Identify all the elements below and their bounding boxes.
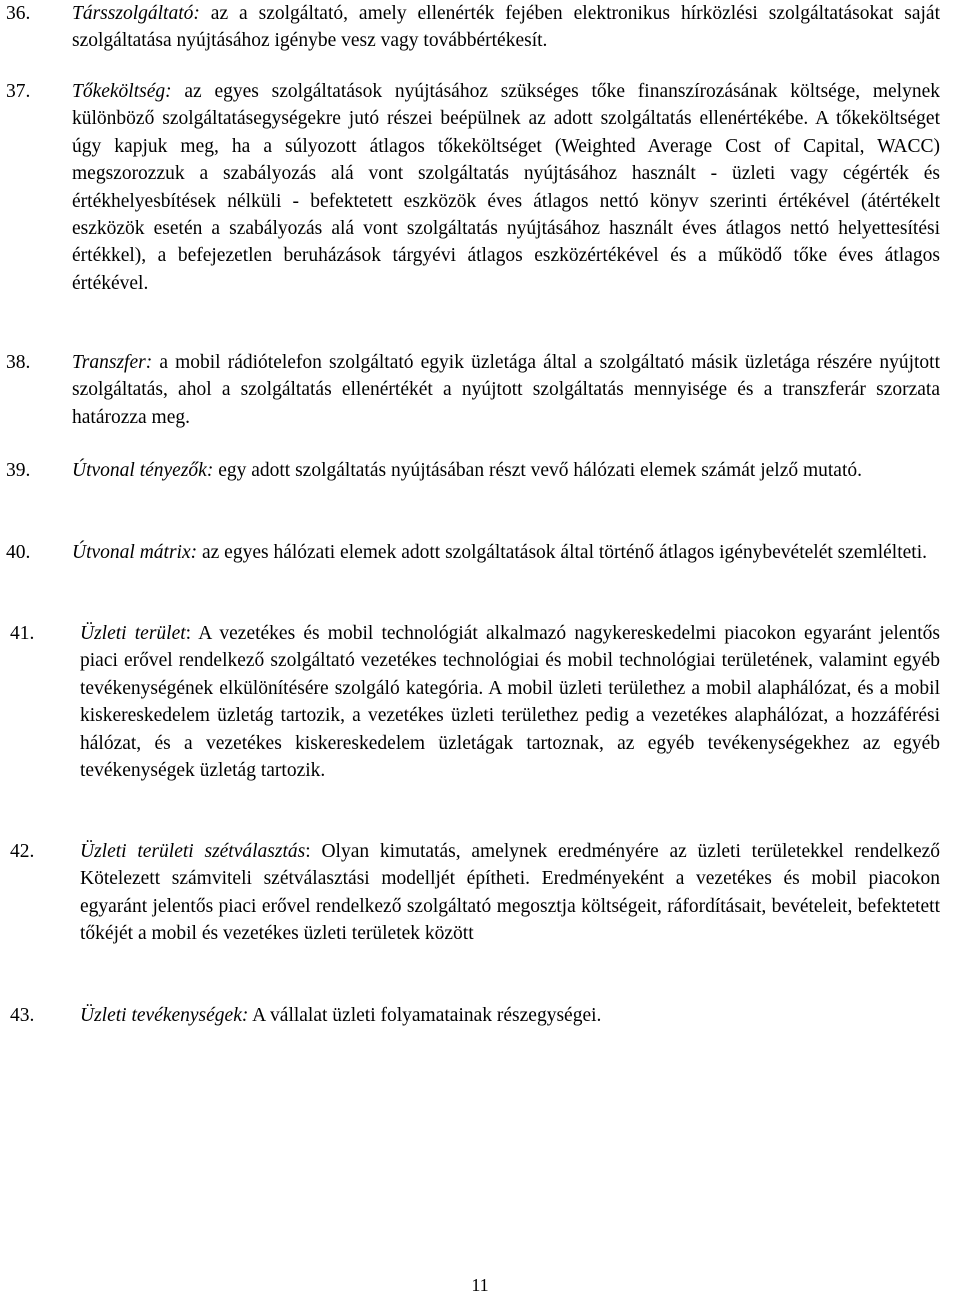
definition-number: 41. [10,623,35,644]
definition-text: az a szolgáltató, amely ellenérték fejében elektronikus hírközlési szolgáltatásokat saját szolgáltatása nyújtásához igénybe vesz vagy továbbértékesít. [72,3,940,52]
definition-number: 38. [6,352,31,373]
definition-body [80,620,940,784]
definition-body [72,457,940,484]
definition-text: : A vezetékes és mobil technológiát alkalmazó nagykereskedelmi piacokon egyaránt jelentős piaci erővel rendelkező szolgáltató vezetékes technológiai és mobil technológiai területének, valamint egyéb tevékenységének elkülönítésére szolgáló kategória. A mobil üzleti területhez a mobil alaphálózat, és a mobil kiskereskedelem üzletág tartozik, a vezetékes üzleti területhez pedig a vezetékes alaphálózat, a hozzáférési hálózat, és a vezetékes kiskereskedelem üzletágak tartoznak, az egyéb tevékenységekhez az egyéb tevékenységek üzletág tartozik. [80,623,940,782]
definition-body [80,838,940,948]
definition-text: A vállalat üzleti folyamatainak részegységei. [248,1005,602,1026]
definition-term: Üzleti terület [80,623,186,644]
definition-number: 40. [6,542,31,563]
definition-text: az egyes hálózati elemek adott szolgáltatások által történő átlagos igénybevételét szemlélteti. [197,542,927,563]
definition-term: Társszolgáltató: [72,3,200,24]
definition-number: 43. [10,1005,35,1026]
definition-text: az egyes szolgáltatások nyújtásához szükséges tőke finanszírozásának költsége, melynek különböző szolgáltatásegységekre jutó részei beépülnek az adott szolgáltatás ellenértékébe. A tőkeköltséget úgy kapjuk meg, ha a súlyozott átlagos tőkeköltséget (Weighted Average Cost of Capital, WACC) megszorozzuk a szabályozás alá vont szolgáltatás nyújtásához használt - üzleti vagy cégérték és értékhelyesbítések nélküli - befektetett eszközök éves átlagos nettó könyv szerinti értékével (átértékelt eszközök esetén a szabályozás alá vont szolgáltatás nyújtásához használt éves átlagos nettó helyettesítési értékkel), a befejezetlen beruházások tárgyévi átlagos eszközértékével és a működő tőke éves átlagos értékével. [72,81,940,294]
definition-term: Útvonal mátrix: [72,542,198,563]
page-number: 11 [471,1275,489,1295]
definition-body [80,1002,940,1029]
definition-term: Transzfer: [72,352,153,373]
definition-text: a mobil rádiótelefon szolgáltató egyik üzletága által a szolgáltató másik üzletága részére nyújtott szolgáltatás, ahol a szolgáltatás ellenértékét a nyújtott szolgáltatás mennyisége és a transzferár szorzata határozza meg. [72,352,940,428]
definition-body [72,78,940,297]
definition-body [72,539,940,566]
definition-number: 42. [10,841,35,862]
definition-term: Üzleti területi szétválasztás [80,841,306,862]
definition-number: 37. [6,81,31,102]
definition-number: 36. [6,3,31,24]
definition-text: egy adott szolgáltatás nyújtásában részt vevő hálózati elemek számát jelző mutató. [213,460,863,481]
definition-body [72,0,940,55]
definition-number: 39. [6,460,31,481]
definition-term: Üzleti tevékenységek: [80,1005,249,1026]
definition-term: Tőkeköltség: [72,81,172,102]
definition-term: Útvonal tényezők: [72,460,214,481]
definition-text: : Olyan kimutatás, amelynek eredményére az üzleti területekkel rendelkező Kötelezett számviteli szétválasztási modelljét építheti. Eredményeként a vezetékes és mobil piacokon egyaránt jelentős piaci erővel rendelkező szolgáltató megosztja költségeit, ráfordításait, bevételeit, befektetett tőkéjét a mobil és vezetékes üzleti területek között [80,841,941,945]
definition-body [72,349,940,431]
